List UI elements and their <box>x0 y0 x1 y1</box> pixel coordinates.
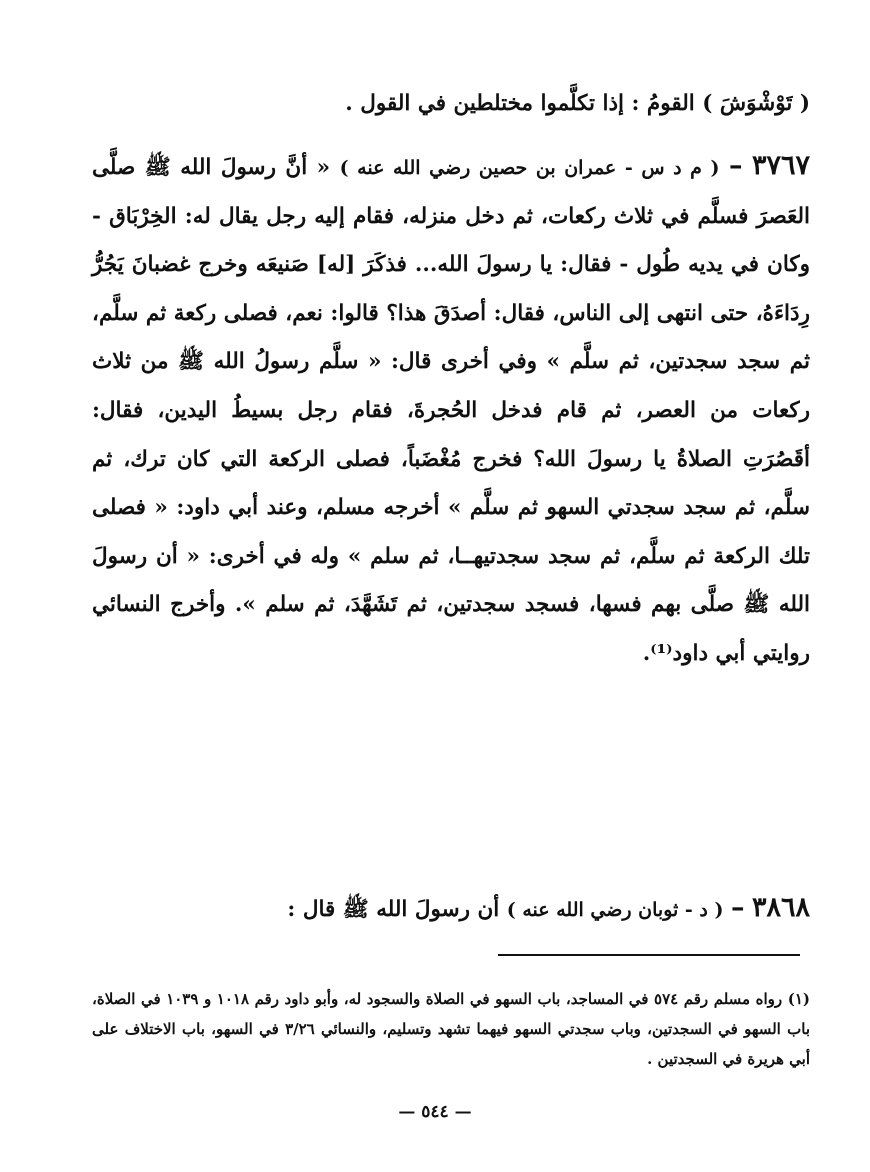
hadith-3767 <box>92 142 810 679</box>
hadith-dash: – <box>729 150 743 181</box>
hadith-dash: – <box>730 892 745 923</box>
hadith-number: ٣٨٦٨ <box>751 892 810 923</box>
footnote-divider <box>498 954 800 956</box>
gloss-line: ( تَوْشْوَشَ ) القومُ : إذا تكلَّموا مختلطين في القول . <box>345 91 810 116</box>
hadith-source: ( د - ثوبان رضي الله عنه ) <box>506 899 724 921</box>
page-number: — ٥٤٤ — <box>398 1102 472 1122</box>
hadith-source: ( م د س - عمران بن حصين رضي الله عنه ) <box>339 157 720 179</box>
footnote: (١) رواه مسلم رقم ٥٧٤ في المساجد، باب السهو في الصلاة والسجود له، وأبو داود رقم ١٠١٨ و ١٠٣٩ في الصلاة، باب السهو في السجدتين، وباب سجدتي السهو فيهما تشهد وتسليم، والنسائي ٣/٢٦ في السهو، باب الاختلاف على أبي هريرة في السجدتين . <box>92 990 811 1068</box>
hadith-text: « أنَّ رسولَ الله ﷺ صلَّى العَصرَ فسلَّم في ثلاث ركعات، ثم دخل منزله، فقام إليه رجل يقال له: الخِرْبَاق - وكان في يديه طُول - فقال: يا رسولَ الله... فذكَرَ [له] صَنيعَه وخرج غضبانَ يَجُرُّ رِدَاءَهُ، حتى انتهى إلى الناس، فقال: أصدَقَ هذا؟ قالوا: نعم، فصلى ركعة ثم سلَّم، ثم سجد سجدتين، ثم سلَّم » وفي أخرى قال: « سلَّم رسولُ الله ﷺ من ثلاث ركعات من العصر، ثم قام فدخل الحُجرةَ، فقام رجل بسيطُ اليدين، فقال: أقَصُرَتِ الصلاةُ يا رسولَ الله؟ فخرج مُغْضَباً، فصلى الركعة التي كان ترك، ثم سلَّم، ثم سجد سجدتي السهو ثم سلَّم » أخرجه مسلم، وعند أبي داود: « فصلى تلك الركعة ثم سلَّم، ثم سجد سجدتيهــا، ثم سلم » وله في أخرى: « أن رسولَ الله ﷺ صلَّى بهم فسها، فسجد سجدتين، ثم تَشَهَّدَ، ثم سلم ». وأخرج النسائي روايتي أبي داود⁽¹⁾. <box>92 155 810 666</box>
hadith-text: أن رسولَ الله ﷺ قال : <box>287 897 500 922</box>
hadith-3868 <box>92 884 810 935</box>
hadith-number: ٣٧٦٧ <box>751 150 810 181</box>
